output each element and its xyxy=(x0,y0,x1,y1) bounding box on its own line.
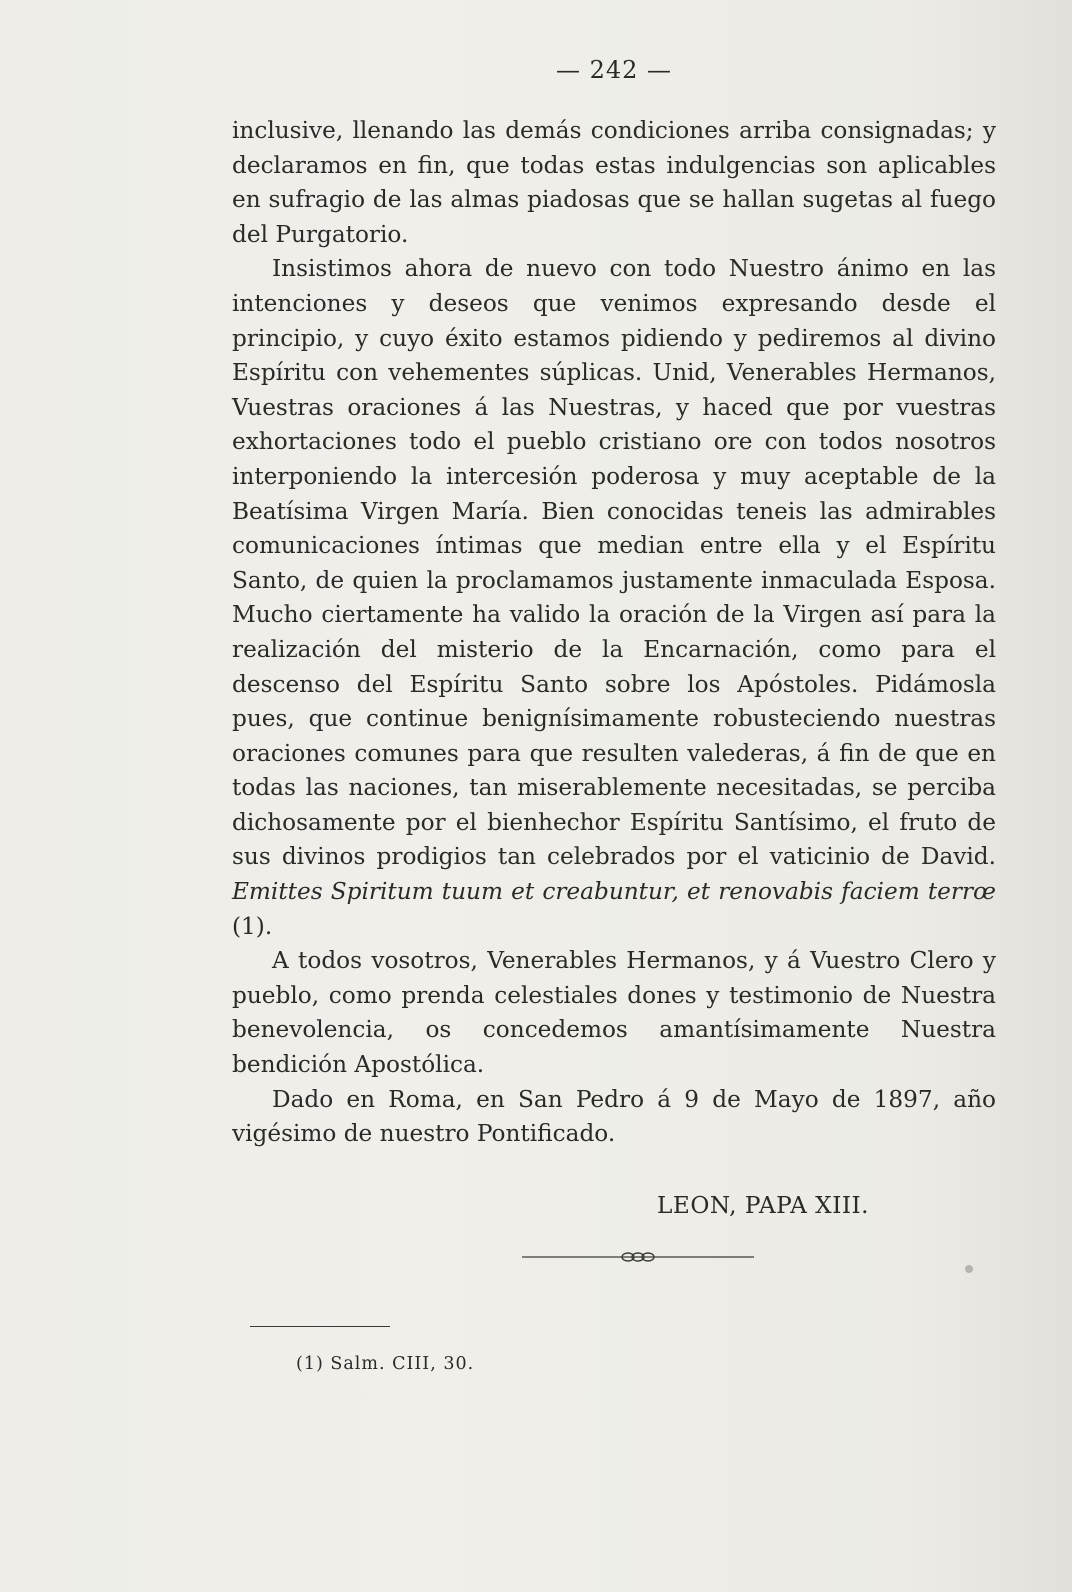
footnote-rule xyxy=(250,1326,390,1327)
paragraph-3: A todos vosotros, Venerables Hermanos, y á Vuestro Clero y pueblo, como prenda celestiales dones y testimonio de Nuestra benevolencia, os concedemos amantísimamente Nuestra bendición Apostólica. xyxy=(232,947,996,1079)
ornament-divider-icon xyxy=(522,1250,754,1264)
paragraph-2 xyxy=(232,252,996,944)
paragraph-2-text: Insistimos ahora de nuevo con todo Nuestro ánimo en las intenciones y deseos que venimos expresando desde el principio, y cuyo éxito estamos pidiendo y pediremos al divino Espíritu con vehementes súplicas. Unid, Venerables Hermanos, Vuestras oraciones á las Nuestras, y haced que por vuestras exhortaciones todo el pueblo cristiano ore con todos nosotros interponiendo la intercesión poderosa y muy aceptable de la Beatísima Virgen María. Bien conocidas teneis las admirables comunicaciones íntimas que median entre ella y el Espíritu Santo, de quien la proclamamos justamente inmaculada Esposa. Mucho ciertamente ha valido la oración de la Virgen así para la realización del misterio de la Encarnación, como para el descenso del Espíritu Santo sobre los Apóstoles. Pidámosla pues, que continue benignísimamente robusteciendo nuestras oraciones comunes para que resulten valederas, á fin de que en todas las naciones, tan miserablemente necesitadas, se perciba dichosamente por el bienhechor Espíritu Santísimo, el fruto de sus divinos prodigios tan celebrados por el vaticinio de David. xyxy=(232,255,996,871)
footnote: (1) Salm. CIII, 30. xyxy=(296,1354,475,1374)
body-text xyxy=(232,114,996,1152)
paragraph-1: inclusive, llenando las demás condiciones arriba consignadas; y declaramos en fin, que todas estas indulgencias son aplicables en sufragio de las almas piadosas que se hallan sugetas al fuego del Purgatorio. xyxy=(232,117,996,248)
paper-speck xyxy=(965,1265,973,1273)
paragraph-4: Dado en Roma, en San Pedro á 9 de Mayo de 1897, año vigésimo de nuestro Pontificado. xyxy=(232,1085,996,1148)
footnote-reference: (1). xyxy=(232,912,273,940)
latin-quote: Emittes Spiritum tuum et creabuntur, et renovabis faciem terrœ xyxy=(232,878,996,906)
signature: LEON, PAPA XIII. xyxy=(657,1192,870,1219)
page-number: — 242 — xyxy=(555,56,673,84)
